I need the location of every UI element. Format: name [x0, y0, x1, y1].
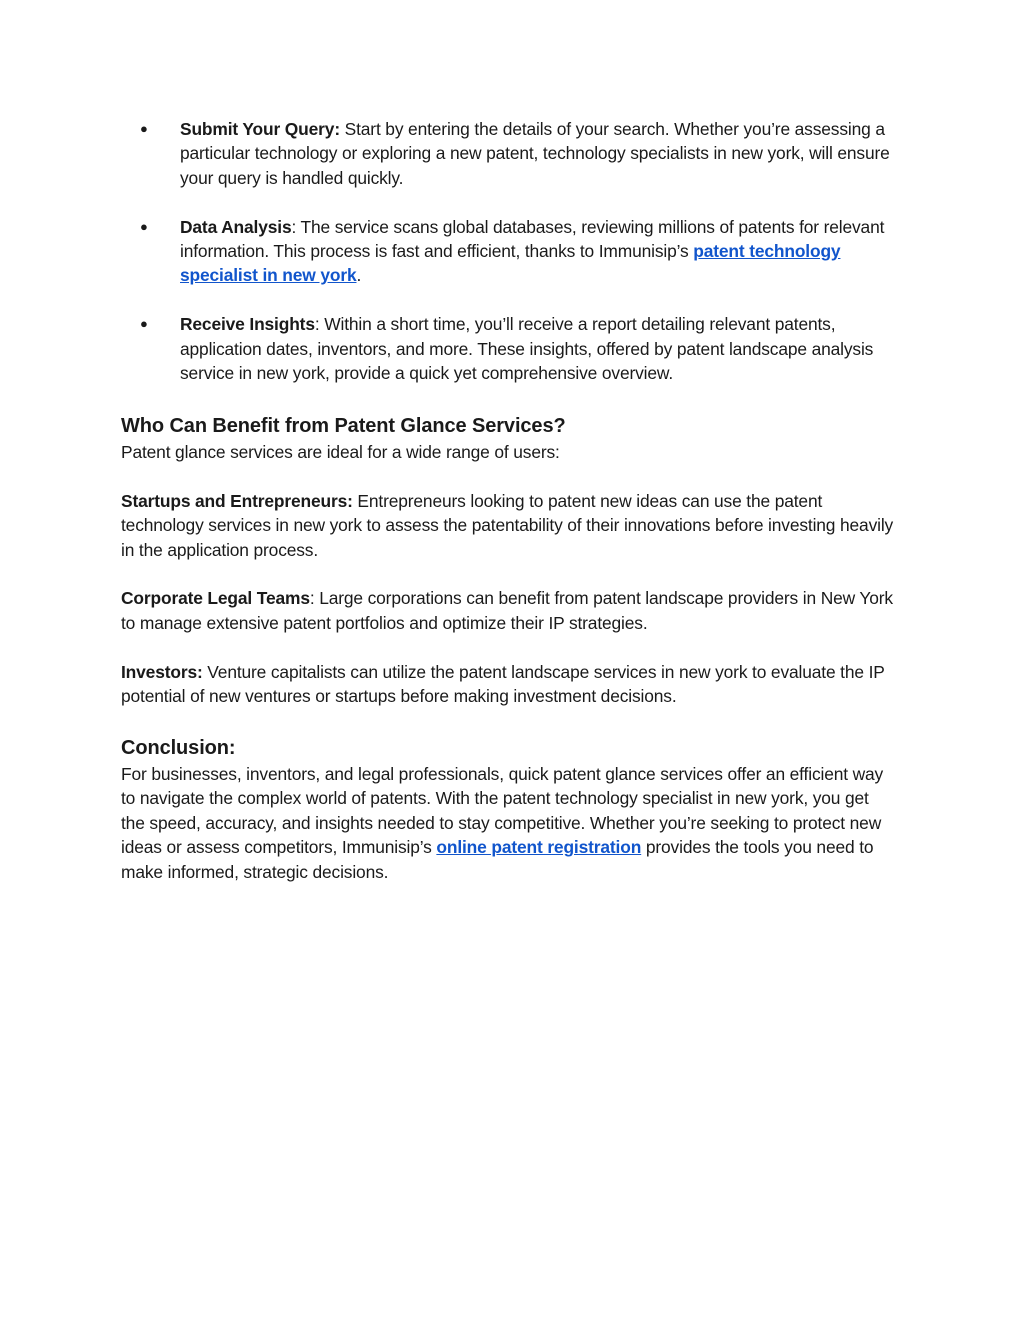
bullet-dot-icon: ● — [140, 121, 148, 136]
conclusion-heading: Conclusion: — [121, 737, 236, 759]
bullet-text: Start by entering the details of your search. Whether you’re assessing a particular technology or exploring a new patent, technology specialists in new york, will ensure your query is handled quickly. — [180, 119, 890, 188]
benefit-item-text: Entrepreneurs looking to patent new ideas can use the patent technology services in new york to assess the patentability of their innovations before investing heavily in the application process. — [121, 490, 894, 560]
benefit-intro: Patent glance services are ideal for a wide range of users: — [121, 442, 560, 462]
bullet-text-after: . — [356, 265, 362, 286]
online-patent-registration-link[interactable]: online patent registration — [436, 837, 642, 858]
bullet-text: : The service scans global databases, reviewing millions of patents for relevant information. This process is fast and efficient, thanks to Immunisip’s — [180, 216, 885, 262]
patent-technology-specialist-link[interactable]: patent technology specialist in new york — [180, 241, 841, 286]
conclusion-text-after: provides the tools you need to make informed, strategic decisions. — [121, 837, 874, 882]
bullet-item-data-analysis — [121, 215, 896, 288]
benefit-item-label: Corporate Legal Teams — [121, 588, 310, 609]
bullet-text: : Within a short time, you’ll receive a report detailing relevant patents, application dates, inventors, and more. These insights, offered by patent landscape analysis service in new york, provide a quick yet comprehensive overview. — [180, 314, 874, 384]
conclusion-text: For businesses, inventors, and legal professionals, quick patent glance services offer an efficient way to navigate the complex world of patents. With the patent technology specialist in new york, you get the speed, accuracy, and insights needed to stay competitive. Whether you’re seeking to protect new ideas or assess competitors, Immunisip’s — [121, 764, 884, 858]
benefit-item-label: Startups and Entrepreneurs: — [121, 490, 353, 511]
benefit-heading: Who Can Benefit from Patent Glance Services? — [121, 415, 566, 437]
conclusion-section — [121, 734, 896, 884]
benefit-item-text: : Large corporations can benefit from patent landscape providers in New York to manage extensive patent portfolios and optimize their IP strategies. — [121, 588, 893, 633]
conclusion-paragraph — [121, 762, 896, 884]
benefit-item-investors — [121, 660, 896, 709]
steps-bullet-list — [121, 117, 896, 410]
bullet-dot-icon: ● — [140, 316, 148, 332]
bullet-dot-icon: ● — [140, 218, 148, 234]
benefit-item-label: Investors: — [121, 661, 203, 682]
benefit-item-legal-teams — [121, 586, 896, 635]
benefit-section — [121, 412, 896, 708]
bullet-label: Receive Insights — [180, 314, 315, 335]
benefit-item-startups — [121, 489, 896, 562]
benefit-item-text: Venture capitalists can utilize the patent landscape services in new york to evaluate the IP potential of new ventures or startups before making investment decisions. — [121, 661, 885, 707]
bullet-item-receive-insights — [121, 312, 896, 385]
bullet-label: Data Analysis — [180, 216, 292, 237]
bullet-item-submit-query — [121, 117, 896, 190]
bullet-label: Submit Your Query: — [180, 119, 340, 139]
